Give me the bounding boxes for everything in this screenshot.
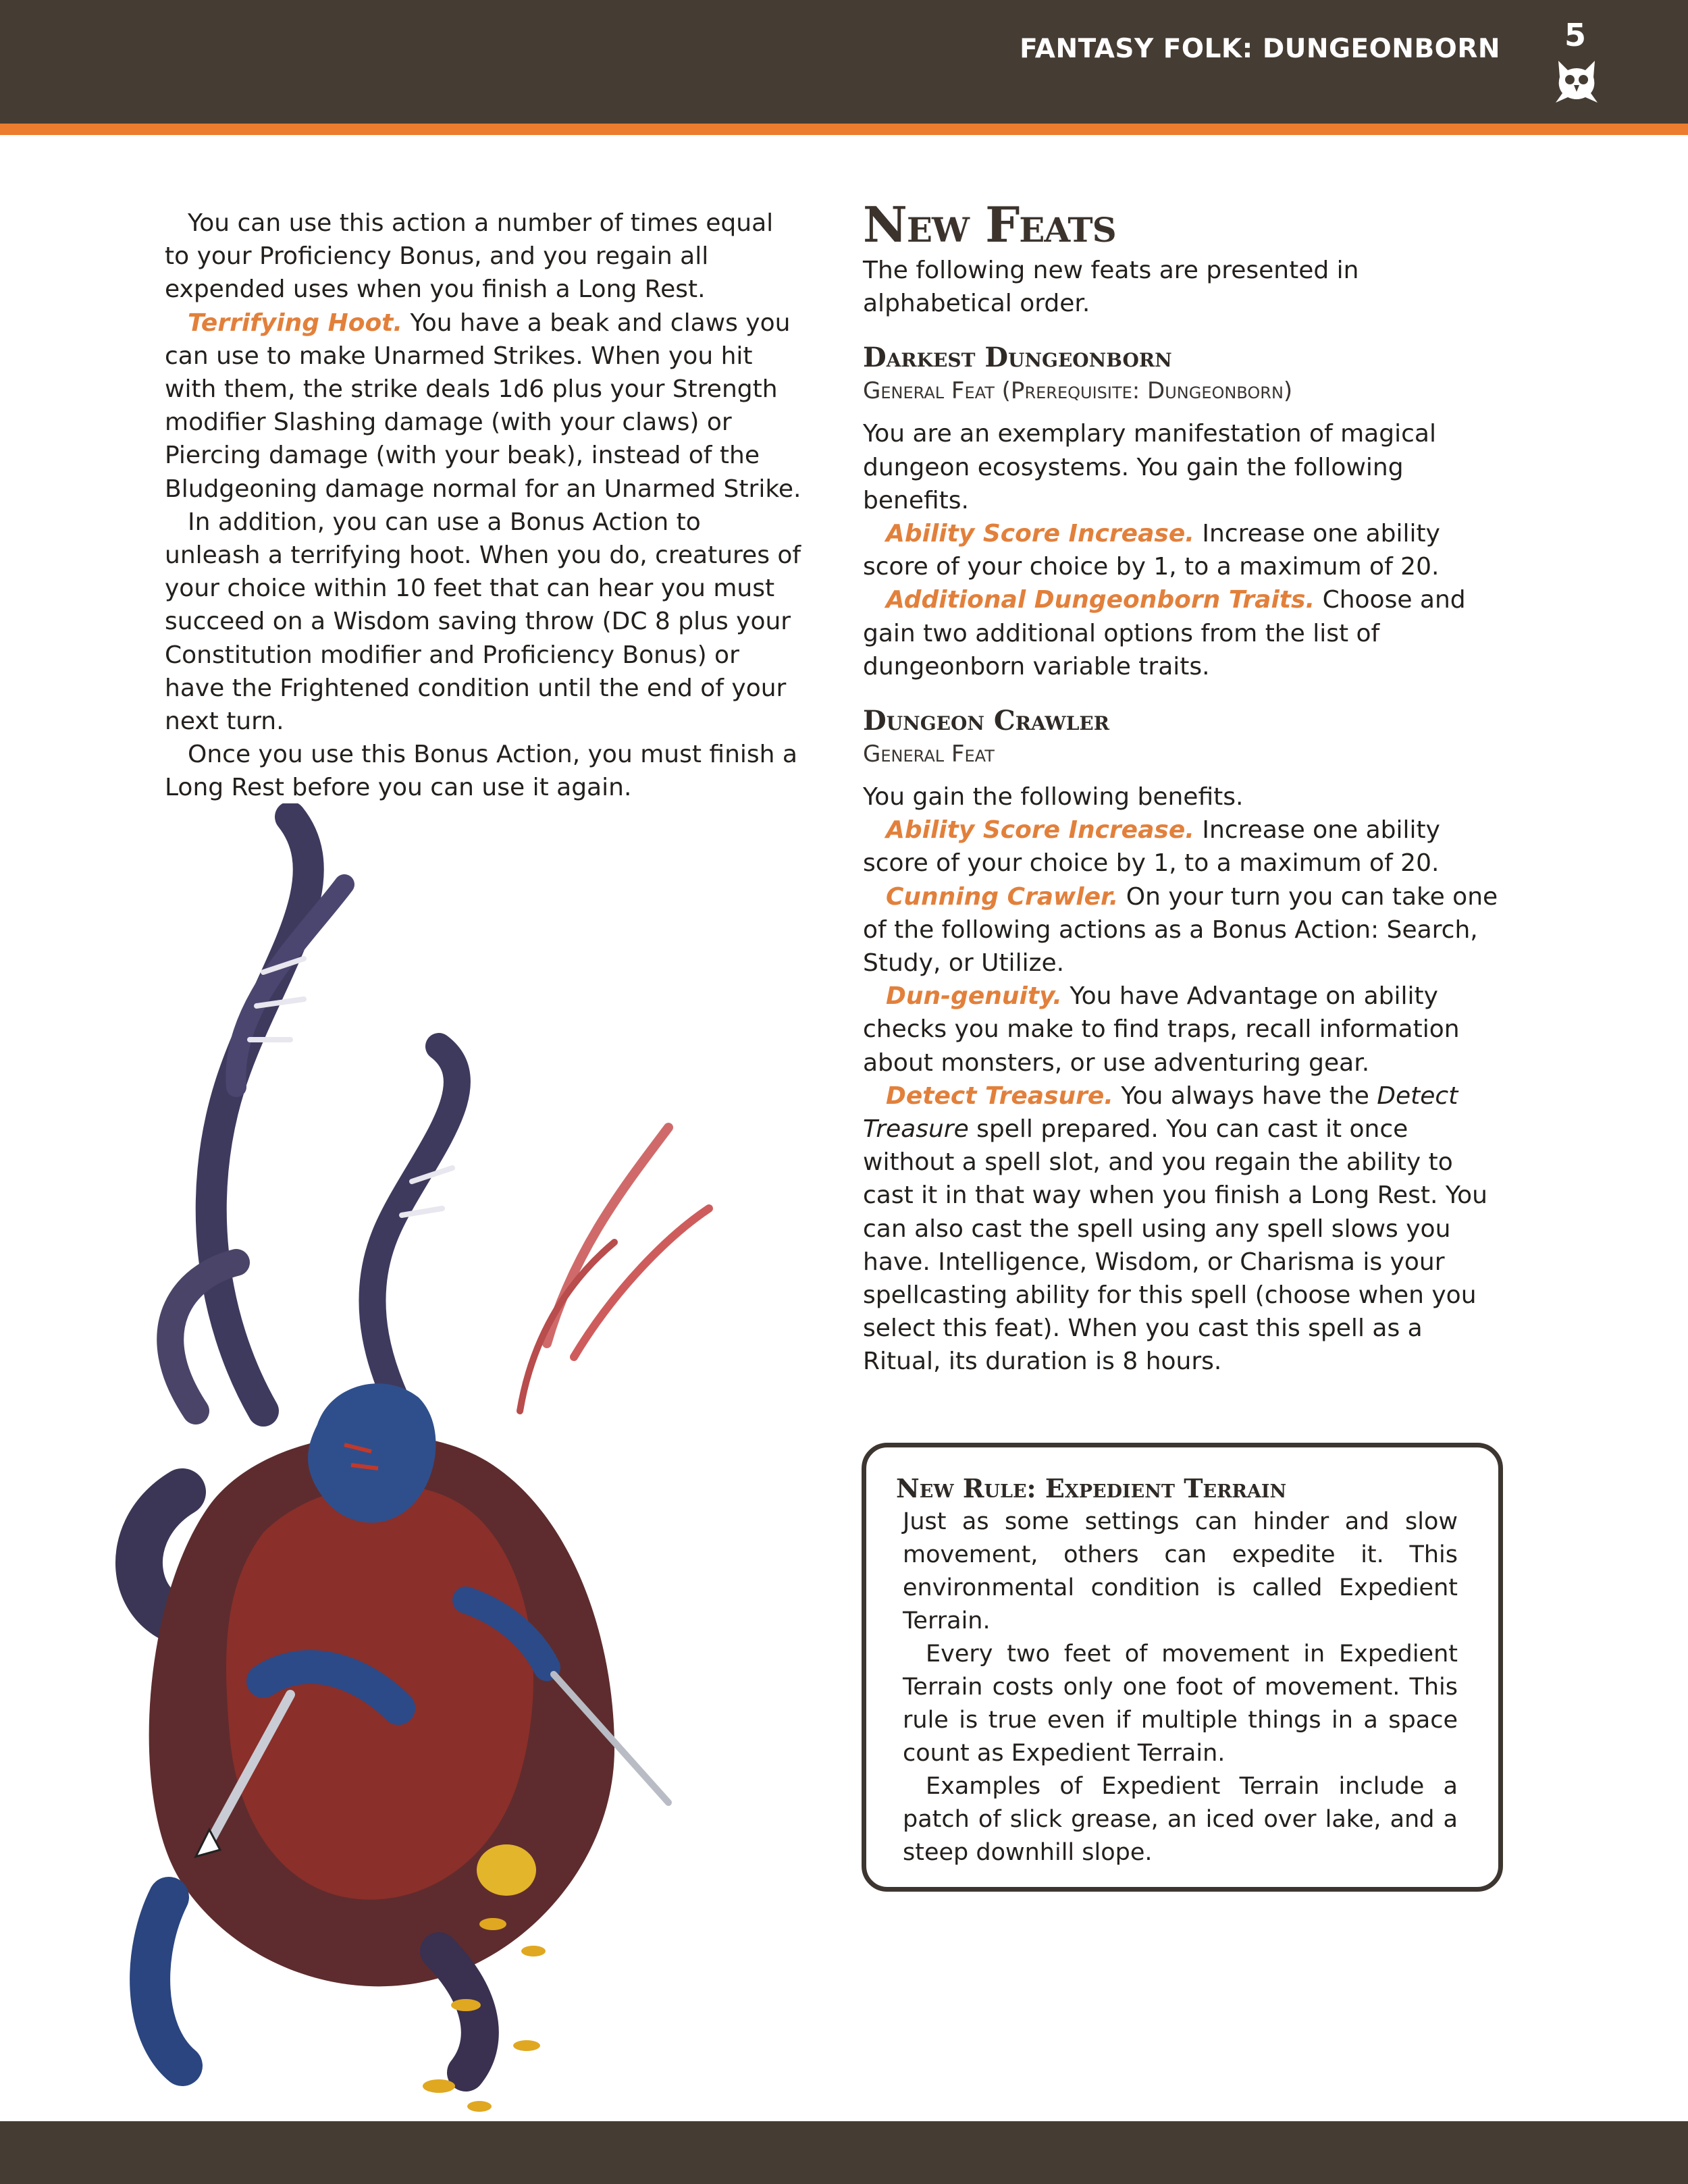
feat-benefit	[863, 980, 1504, 1080]
page-footer	[0, 2121, 1688, 2184]
feat-intro: You gain the following benefits.	[863, 783, 1244, 811]
right-column	[863, 196, 1504, 1379]
sidebar-expedient-terrain	[862, 1443, 1503, 1892]
benefit-text: On your turn you can take one of the following actions as a Bonus Action: Search, Study, or Utilize.	[863, 882, 1498, 978]
benefit-text: You have Advantage on ability checks you make to find traps, recall information about monsters, or use adventuring gear.	[863, 982, 1460, 1077]
paragraph-terrifying-hoot	[165, 307, 802, 506]
paragraph: You can use this action a number of times equal to your Proficiency Bonus, and you regain all expended uses when you finish a Long Rest.	[165, 209, 774, 304]
benefit-name: Detect Treasure.	[886, 1082, 1113, 1110]
sidebar-paragraph: Every two feet of movement in Expedient Terrain costs only one foot of movement. This rule is true even if multiple things in a space count as Expedient Terrain.	[903, 1641, 1458, 1767]
feat-benefit	[863, 880, 1504, 980]
feat-title-dungeon-crawler: Dungeon Crawler	[863, 705, 1110, 737]
sidebar-title: New Rule: Expedient Terrain	[896, 1473, 1287, 1503]
spell-name: Detect Treasure	[863, 1082, 1458, 1144]
paragraph: Once you use this Bonus Action, you must finish a Long Rest before you can use it again.	[165, 741, 797, 802]
benefit-text: Choose and gain two additional options from the list of dungeonborn variable traits.	[863, 586, 1466, 681]
benefit-name: Cunning Crawler.	[886, 882, 1119, 911]
benefit-name: Ability Score Increase.	[886, 816, 1194, 845]
section-intro: The following new feats are presented in alphabetical order.	[863, 257, 1359, 318]
page-number: 5	[1564, 17, 1586, 53]
trait-text: You have a beak and claws you can use to make Unarmed Strikes. When you hit with them, the strike deals 1d6 plus your Strength modifier Slashing damage (with your claws) or Piercing damage (with your beak), instead of the Bludgeoning damage normal for an Unarmed Strike.	[165, 309, 801, 503]
section-heading: New Feats	[863, 196, 1116, 253]
benefit-text: Increase one ability score of your choice by 1, to a maximum of 20.	[863, 816, 1440, 878]
feat-subtitle: General Feat	[863, 741, 995, 768]
dungeonborn-illustration	[61, 803, 858, 2120]
feat-title-darkest-dungeonborn: Darkest Dungeonborn	[863, 342, 1172, 374]
benefit-name: Additional Dungeonborn Traits.	[886, 586, 1315, 614]
feat-benefit	[863, 1080, 1504, 1379]
feat-benefit	[863, 583, 1504, 683]
benefit-text: You always have the	[1113, 1082, 1377, 1110]
left-column	[165, 207, 802, 805]
benefit-text: spell prepared. You can cast it once without a spell slot, and you regain the ability to cast it in that way when you finish a Long Rest. You can also cast the spell using any spell slows you have. Intelligence, Wisdom, or Charisma is your spellcasting ability for this spell (choose when you select this feat). When you cast this spell as a Ritual, its duration is 8 hours.	[863, 1115, 1487, 1376]
sidebar-paragraph: Examples of Expedient Terrain include a patch of slick grease, an iced over lake, and a steep downhill slope.	[903, 1773, 1458, 1866]
feat-benefit	[863, 517, 1504, 583]
benefit-name: Ability Score Increase.	[886, 520, 1194, 548]
owl-icon	[1553, 57, 1600, 105]
running-title: FANTASY FOLK: DUNGEONBORN	[1020, 34, 1500, 64]
feat-benefit	[863, 814, 1504, 880]
benefit-text: Increase one ability score of your choice by 1, to a maximum of 20.	[863, 520, 1440, 581]
paragraph: In addition, you can use a Bonus Action to unleash a terrifying hoot. When you do, creatures of your choice within 10 feet that can hear you must succeed on a Wisdom saving throw (DC 8 plus your Constitution modifier and Proficiency Bonus) or have the Frightened condition until the end of your next turn.	[165, 508, 801, 736]
trait-name: Terrifying Hoot.	[188, 309, 403, 337]
sidebar-paragraph: Just as some settings can hinder and slow movement, others can expedite it. This environmental condition is called Expedient Terrain.	[903, 1508, 1458, 1634]
header-accent-stripe	[0, 124, 1688, 135]
benefit-name: Dun-genuity.	[886, 982, 1062, 1011]
feat-subtitle: General Feat (Prerequisite: Dungeonborn)	[863, 377, 1293, 405]
feat-intro: You are an exemplary manifestation of magical dungeon ecosystems. You gain the following benefits.	[863, 420, 1436, 514]
page-header	[0, 0, 1688, 124]
